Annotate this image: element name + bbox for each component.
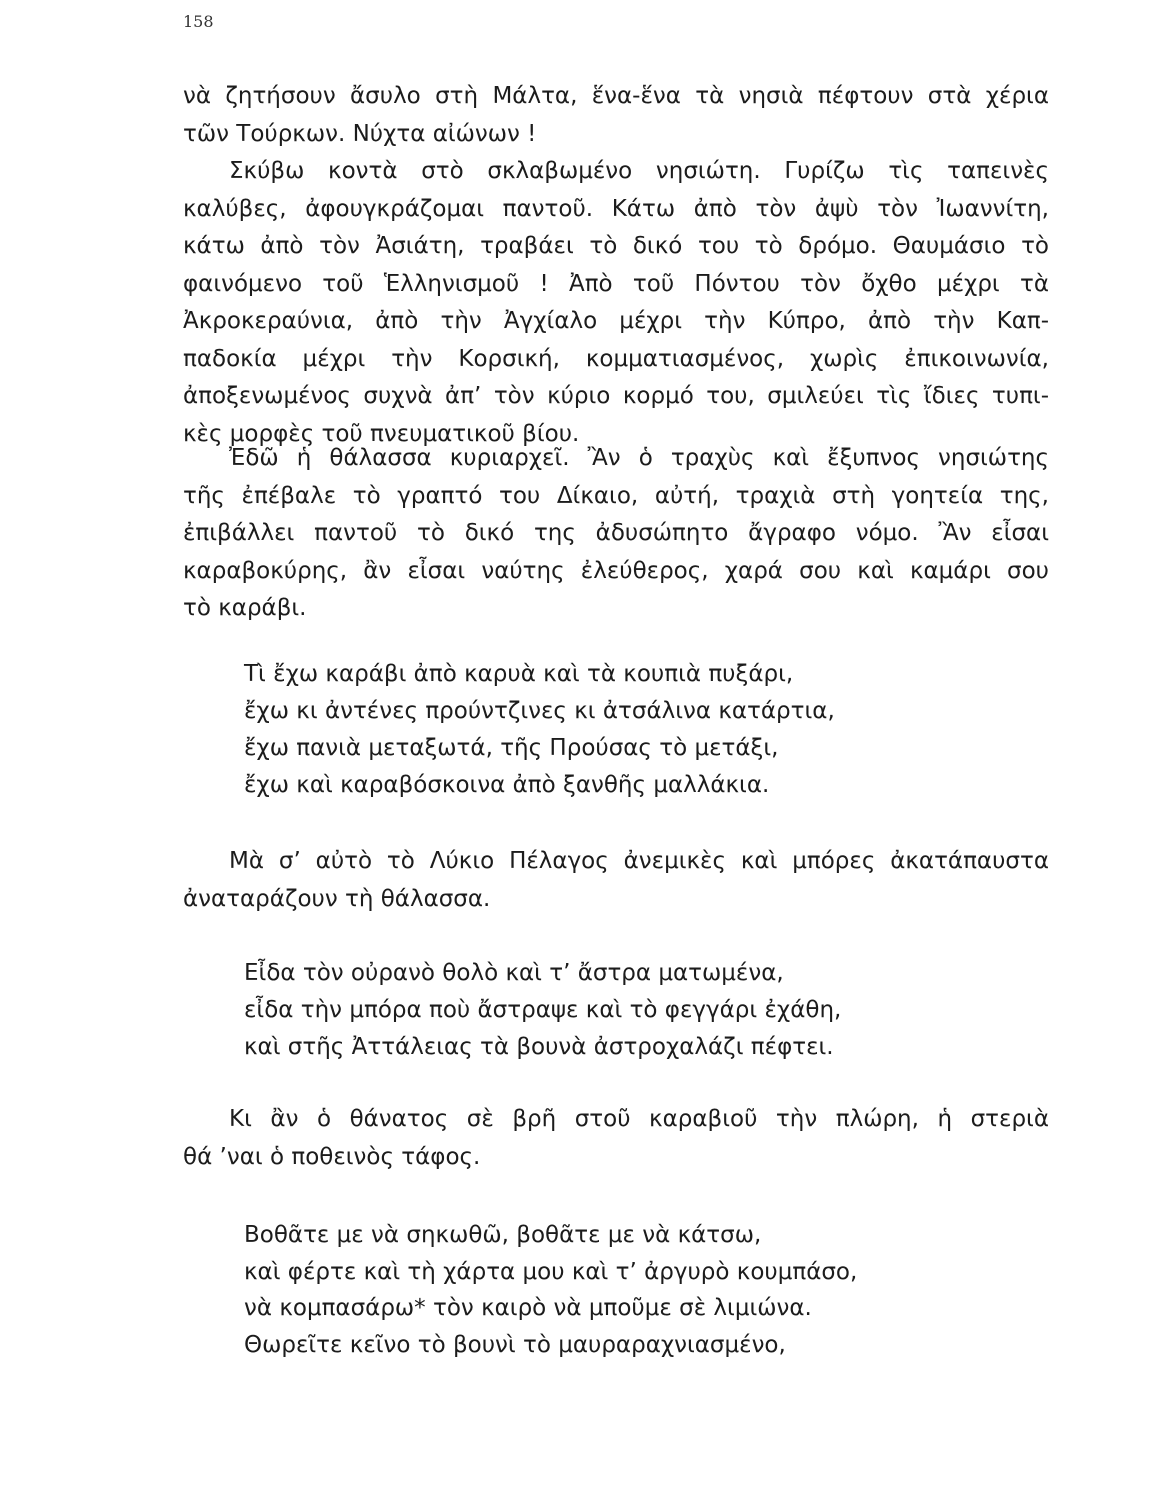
paragraph-3 [183,843,1049,918]
text-line: Ἀκροκεραύνια, ἀπὸ τὴν Ἀγχίαλο μέχρι τὴν Κύπρο, ἀπὸ τὴν Καπ- [183,308,1049,334]
page-number: 158 [183,12,214,31]
verse-line: καὶ φέρτε καὶ τὴ χάρτα μου καὶ τ’ ἀργυρὸ κουμπάσο, [244,1258,858,1285]
verse-line: Τὶ ἔχω καράβι ἀπὸ καρυὰ καὶ τὰ κουπιὰ πυξάρι, [244,661,794,687]
text-line: Σκύβω κοντὰ στὸ σκλαβωμένο νησιώτη. Γυρίζω τὶς ταπεινὲς [229,158,1049,184]
text-line: τῶν Τούρκων. Νύχτα αἰώνων ! [183,120,537,147]
text-line: τὸ καράβι. [183,595,307,621]
text-line: φαινόμενο τοῦ Ἑλληνισμοῦ ! Ἀπὸ τοῦ Πόντου τὸν ὄχθο μέχρι τὰ [183,270,1049,297]
verse-3 [244,1217,857,1363]
text-line: Μὰ σ’ αὐτὸ τὸ Λύκιο Πέλαγος ἀνεμικὲς καὶ μπόρες ἀκατάπαυστα [229,848,1049,874]
verse-line: εἶδα τὴν μπόρα ποὺ ἄστραψε καὶ τὸ φεγγάρι ἐχάθη, [244,997,842,1023]
text-line: κὲς μορφὲς τοῦ πνευματικοῦ βίου. [183,420,580,447]
text-line: παδοκία μέχρι τὴν Κορσική, κομματιασμένος, χωρὶς ἐπικοινωνία, [183,345,1049,372]
verse-line: Βοθᾶτε με νὰ σηκωθῶ, βοθᾶτε με νὰ κάτσω, [244,1222,762,1248]
verse-line: καὶ στῆς Ἀττάλειας τὰ βουνὰ ἀστροχαλάζι πέφτει. [244,1034,834,1060]
verse-2 [244,955,841,1066]
verse-line: ἔχω καὶ καραβόσκοινα ἀπὸ ξανθῆς μαλλάκια. [244,772,770,798]
text-line: Κι ἂν ὁ θάνατος σὲ βρῆ στοῦ καραβιοῦ τὴν πλώρη, ἡ στεριὰ [229,1106,1049,1132]
verse-1 [244,656,835,804]
text-line: καλύβες, ἀφουγκράζομαι παντοῦ. Κάτω ἀπὸ τὸν ἀψὺ τὸν Ἰωαννίτη, [183,195,1049,222]
verse-line: ἔχω κι ἀντένες προύντζινες κι ἀτσάλινα κατάρτια, [244,698,835,724]
text-line: ἀποξενωμένος συχνὰ ἀπ’ τὸν κύριο κορμό του, σμιλεύει τὶς ἴδιες τυπι- [183,383,1049,409]
text-line: θά ’ναι ὁ ποθεινὸς τάφος. [183,1143,481,1170]
text-line: ἀναταράζουν τὴ θάλασσα. [183,885,491,912]
text-line: Ἐδῶ ἡ θάλασσα κυριαρχεῖ. Ἂν ὁ τραχὺς καὶ ἔξυπνος νησιώτης [229,445,1049,471]
text-line: ἐπιβάλλει παντοῦ τὸ δικό της ἀδυσώπητο ἄγραφο νόμο. Ἂν εἶσαι [183,520,1049,546]
verse-line: Εἶδα τὸν οὐρανὸ θολὸ καὶ τ’ ἄστρα ματωμένα, [244,960,784,986]
paragraph-1 [183,78,1049,453]
paragraph-2 [183,440,1049,628]
text-line: νὰ ζητήσουν ἄσυλο στὴ Μάλτα, ἕνα-ἕνα τὰ νησιὰ πέφτουν στὰ χέρια [183,83,1049,109]
verse-line: Θωρεῖτε κεῖνο τὸ βουνὶ τὸ μαυραραχνιασμένο, [244,1331,786,1358]
text-line: τῆς ἐπέβαλε τὸ γραπτό του Δίκαιο, αὐτή, τραχιὰ στὴ γοητεία της, [183,482,1049,509]
text-line: καραβοκύρης, ἂν εἶσαι ναύτης ἐλεύθερος, χαρά σου καὶ καμάρι σου [183,557,1049,584]
verse-line: νὰ κομπασάρω* τὸν καιρὸ νὰ μποῦμε σὲ λιμιώνα. [244,1295,812,1321]
text-line: κάτω ἀπὸ τὸν Ἀσιάτη, τραβάει τὸ δικό του τὸ δρόμο. Θαυμάσιο τὸ [183,233,1049,259]
verse-line: ἔχω πανιὰ μεταξωτά, τῆς Προύσας τὸ μετάξι, [244,735,779,761]
paragraph-4 [183,1101,1049,1176]
